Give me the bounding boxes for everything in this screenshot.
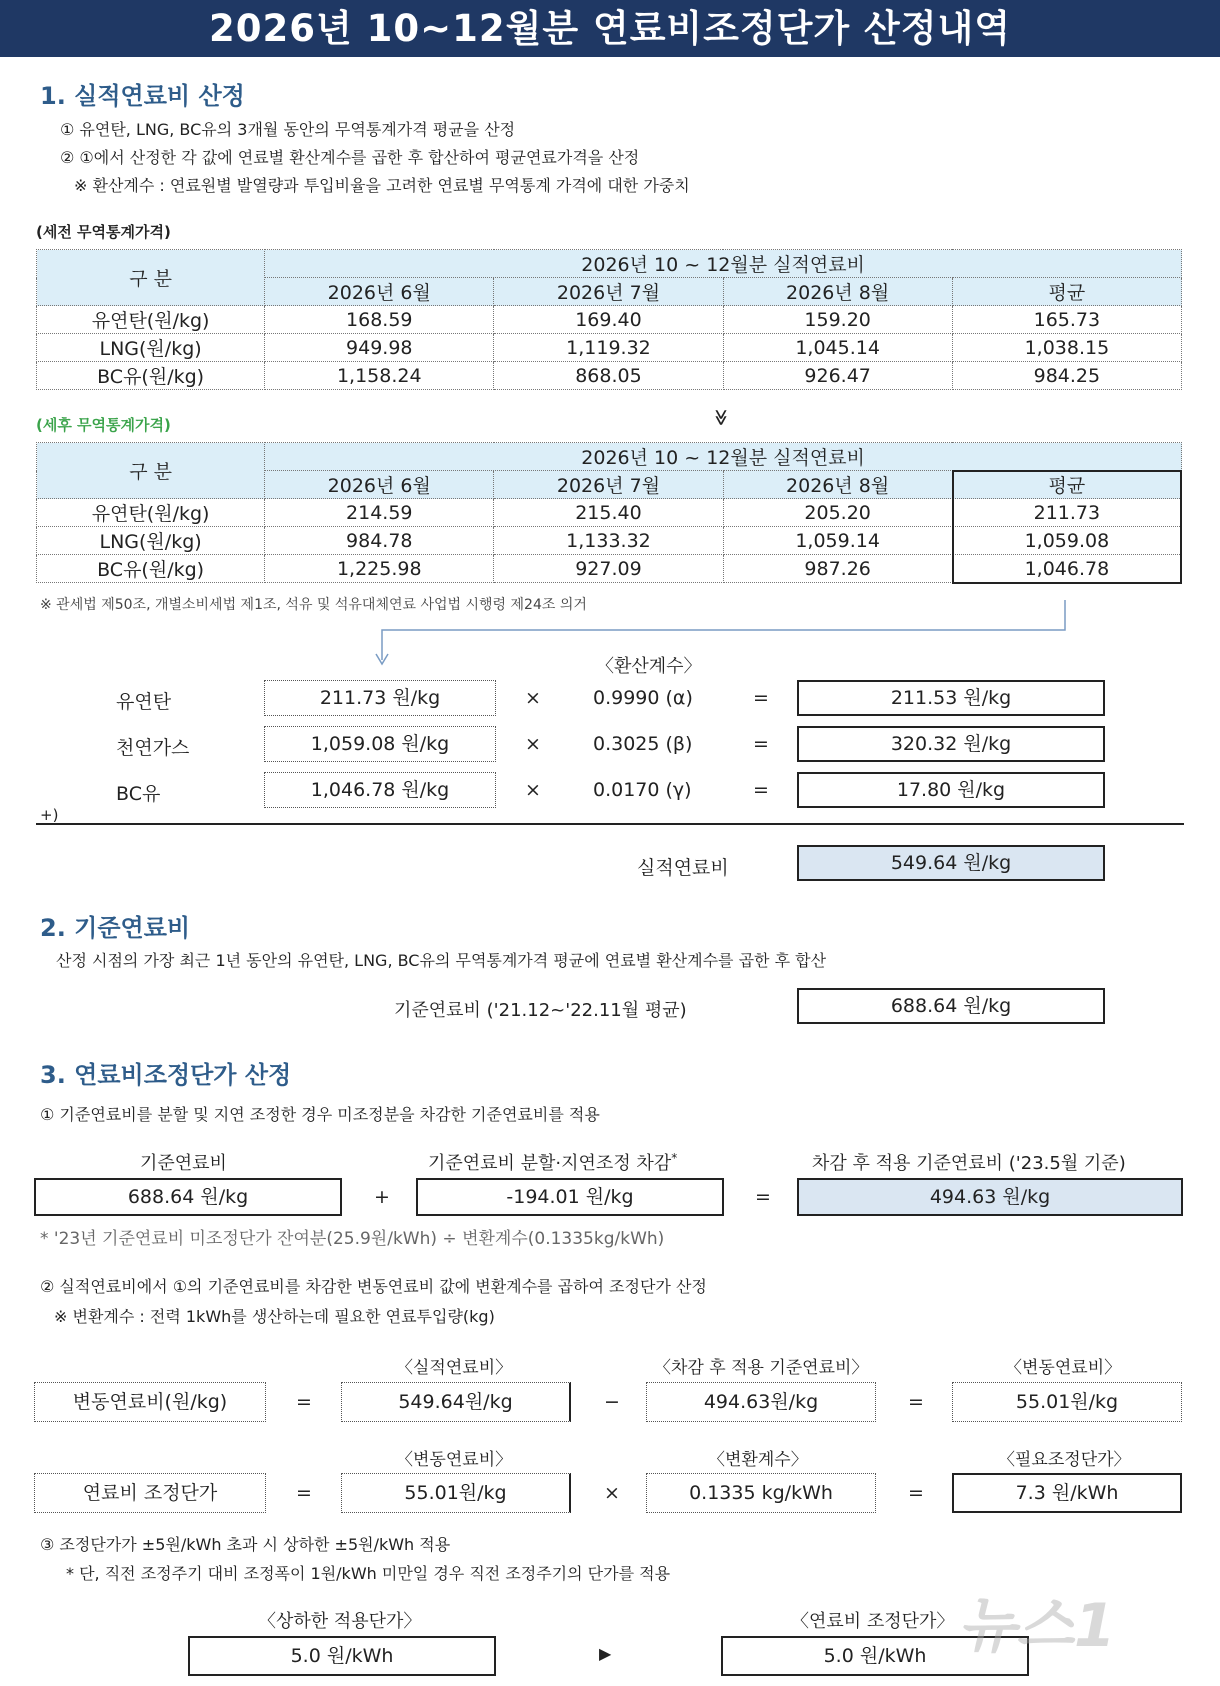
cell: 215.40 (494, 499, 723, 527)
h-final-price: 〈연료비 조정단가〉 (791, 1611, 955, 1632)
cell: 169.40 (494, 306, 723, 334)
cell: 949.98 (265, 334, 494, 362)
news1-watermark-logo: 뉴스1 (958, 1591, 1116, 1661)
h-applied: 〈차감 후 적용 기준연료비〉 (654, 1358, 869, 1378)
equals-sign: = (753, 733, 769, 755)
fuel-result-box: 320.32 원/kg (797, 726, 1105, 762)
plus-mark: +) (40, 806, 59, 824)
pre-tax-label: (세전 무역통계가격) (36, 223, 171, 241)
cell: 868.05 (494, 362, 723, 390)
month-header: 2026년 8월 (723, 471, 952, 499)
cell: 159.20 (723, 306, 952, 334)
row-name: BC유(원/kg) (37, 362, 265, 390)
total-value-box: 549.64 원/kg (797, 845, 1105, 881)
month-header: 2026년 8월 (723, 278, 952, 306)
gubun-header: 구 분 (37, 443, 265, 499)
coef-title: 〈환산계수〉 (596, 656, 702, 677)
average-highlight-box (952, 470, 1182, 584)
base-cost-box: 688.64 원/kg (797, 988, 1105, 1024)
post-tax-label: (세후 무역통계가격) (36, 416, 171, 434)
chevron-down-icon: ≫ (711, 409, 731, 426)
section-2-title: 2. 기준연료비 (40, 914, 191, 942)
law-note: ※ 관세법 제50조, 개별소비세법 제1조, 석유 및 석유대체연료 사업법 시행령 제24조 의거 (40, 597, 587, 613)
h-applied-base: 차감 후 적용 기준연료비 ('23.5월 기준) (812, 1153, 1126, 1174)
page-title: 2026년 10~12월분 연료비조정단가 산정내역 (0, 0, 1220, 57)
h-deduction (428, 1149, 677, 1175)
cell: 214.59 (265, 499, 494, 527)
s1-line-1: ① 유연탄, LNG, BC유의 3개월 동안의 무역통계가격 평균을 산정 (60, 120, 516, 139)
fuel-name: 천연가스 (116, 737, 190, 759)
fuel-price-box: 211.73 원/kg (264, 680, 496, 716)
row-name: BC유(원/kg) (37, 555, 265, 583)
conversion-factor-box: 0.1335 kg/kWh (646, 1473, 876, 1513)
cell: 1,046.78 (952, 555, 1181, 583)
s3-line-3-note: * 단, 직전 조정주기 대비 조정폭이 1원/kWh 미만일 경우 직전 조정주기의 단가를 적용 (66, 1564, 671, 1583)
required-price-box: 7.3 원/kWh (952, 1473, 1182, 1513)
fuel-name: BC유 (116, 783, 161, 805)
s1-line-3: ※ 환산계수 : 연료원별 발열량과 투입비율을 고려한 연료별 무역통계 가격에 대한 가중치 (74, 176, 690, 195)
equals-sign: = (296, 1482, 312, 1504)
bound-price-box: 5.0 원/kWh (188, 1636, 496, 1676)
cell: 927.09 (494, 555, 723, 583)
equals-sign: = (755, 1186, 771, 1208)
total-label: 실적연료비 (637, 857, 729, 879)
h-deduction-text: 기준연료비 분할·지연조정 차감 (428, 1153, 672, 1174)
fuel-price-box: 1,046.78 원/kg (264, 772, 496, 808)
row-name: LNG(원/kg) (37, 527, 265, 555)
cell: 205.20 (723, 499, 952, 527)
h-deduction-star: * (671, 1151, 678, 1165)
s3-line-2-note: ※ 변환계수 : 전력 1kWh를 생산하는데 필요한 연료투입량(kg) (54, 1307, 495, 1326)
coef-value: 0.9990 (α) (593, 687, 693, 709)
deduction-note: * '23년 기준연료비 미조정단가 잔여분(25.9원/kWh) ÷ 변환계수(0.1335kg/kWh) (40, 1229, 665, 1249)
cell: 1,225.98 (265, 555, 494, 583)
cell: 1,059.14 (723, 527, 952, 555)
section-1-title: 1. 실적연료비 산정 (40, 82, 245, 110)
cell: 1,119.32 (494, 334, 723, 362)
minus-sign: − (604, 1391, 620, 1413)
pre-tax-table (36, 249, 1182, 390)
month-header: 2026년 7월 (494, 471, 723, 499)
cell: 1,158.24 (265, 362, 494, 390)
cell: 1,133.32 (494, 527, 723, 555)
equals-sign: = (908, 1391, 924, 1413)
span-header: 2026년 10 ~ 12월분 실적연료비 (265, 443, 1182, 471)
s3-line-3: ③ 조정단가가 ±5원/kWh 초과 시 상하한 ±5원/kWh 적용 (40, 1535, 451, 1554)
cell: 211.73 (952, 499, 1181, 527)
s3-line-1: ① 기준연료비를 분할 및 지연 조정한 경우 미조정분을 차감한 기준연료비를 적용 (40, 1105, 600, 1124)
row-name: 유연탄(원/kg) (37, 306, 265, 334)
average-header: 평균 (952, 471, 1181, 499)
sum-divider (36, 823, 1184, 825)
times-sign: × (525, 779, 541, 801)
fuel-result-box: 17.80 원/kg (797, 772, 1105, 808)
h-base-cost: 기준연료비 (140, 1153, 227, 1174)
cell: 168.59 (265, 306, 494, 334)
gubun-header: 구 분 (37, 250, 265, 306)
variable-cost-label: 변동연료비(원/kg) (34, 1382, 266, 1422)
table-row (37, 334, 1182, 362)
times-sign: × (525, 733, 541, 755)
fuel-result-box: 211.53 원/kg (797, 680, 1105, 716)
span-header: 2026년 10 ~ 12월분 실적연료비 (265, 250, 1182, 278)
times-sign: × (525, 687, 541, 709)
plus-sign: + (374, 1186, 390, 1208)
deduction-value-box: -194.01 원/kg (416, 1178, 724, 1216)
s2-desc: 산정 시점의 가장 최근 1년 동안의 유연탄, LNG, BC유의 무역통계가격 평균에 연료별 환산계수를 곱한 후 합산 (56, 951, 827, 970)
cell: 987.26 (723, 555, 952, 583)
h-variable: 〈변동연료비〉 (1005, 1358, 1122, 1378)
coef-value: 0.0170 (γ) (593, 779, 692, 801)
equals-sign: = (753, 779, 769, 801)
table-row (37, 306, 1182, 334)
cell: 1,059.08 (952, 527, 1181, 555)
table-row (37, 362, 1182, 390)
h-variable-2: 〈변동연료비〉 (396, 1450, 513, 1470)
row-name: LNG(원/kg) (37, 334, 265, 362)
connector-arrow-icon (370, 598, 1070, 670)
month-header: 2026년 7월 (494, 278, 723, 306)
base-cost-label: 기준연료비 ('21.12~'22.11월 평균) (394, 1000, 687, 1021)
final-price-box: 5.0 원/kWh (721, 1636, 1029, 1676)
cell: 926.47 (723, 362, 952, 390)
h-required: 〈필요조정단가〉 (998, 1450, 1131, 1470)
month-header: 2026년 6월 (265, 278, 494, 306)
coef-value: 0.3025 (β) (593, 733, 693, 755)
h-conversion: 〈변환계수〉 (708, 1450, 808, 1470)
section-3-title: 3. 연료비조정단가 산정 (40, 1061, 292, 1089)
times-sign: × (604, 1482, 620, 1504)
fuel-price-box: 1,059.08 원/kg (264, 726, 496, 762)
fuel-name: 유연탄 (116, 691, 172, 713)
cell: 1,038.15 (952, 334, 1181, 362)
average-header: 평균 (952, 278, 1181, 306)
h-actual: 〈실적연료비〉 (396, 1358, 513, 1378)
cell: 1,045.14 (723, 334, 952, 362)
row-name: 유연탄(원/kg) (37, 499, 265, 527)
equals-sign: = (296, 1391, 312, 1413)
equals-sign: = (753, 687, 769, 709)
actual-cost-box: 549.64원/kg (341, 1382, 571, 1422)
s3-line-2: ② 실적연료비에서 ①의 기준연료비를 차감한 변동연료비 값에 변환계수를 곱하여 조정단가 산정 (40, 1277, 707, 1296)
h-bound-price: 〈상하한 적용단가〉 (258, 1611, 422, 1632)
cell: 984.78 (265, 527, 494, 555)
cell: 165.73 (952, 306, 1181, 334)
s1-line-2: ② ①에서 산정한 각 값에 연료별 환산계수를 곱한 후 합산하여 평균연료가격을 산정 (60, 148, 640, 167)
variable-cost-box-2: 55.01원/kg (341, 1473, 571, 1513)
applied-base-value-box: 494.63 원/kg (797, 1178, 1183, 1216)
play-arrow-icon: ▶ (599, 1644, 612, 1663)
cell: 984.25 (952, 362, 1181, 390)
base-cost-value-box: 688.64 원/kg (34, 1178, 342, 1216)
adjust-price-label: 연료비 조정단가 (34, 1473, 266, 1513)
equals-sign: = (908, 1482, 924, 1504)
variable-cost-box: 55.01원/kg (952, 1382, 1182, 1422)
month-header: 2026년 6월 (265, 471, 494, 499)
applied-base-box: 494.63원/kg (646, 1382, 876, 1422)
